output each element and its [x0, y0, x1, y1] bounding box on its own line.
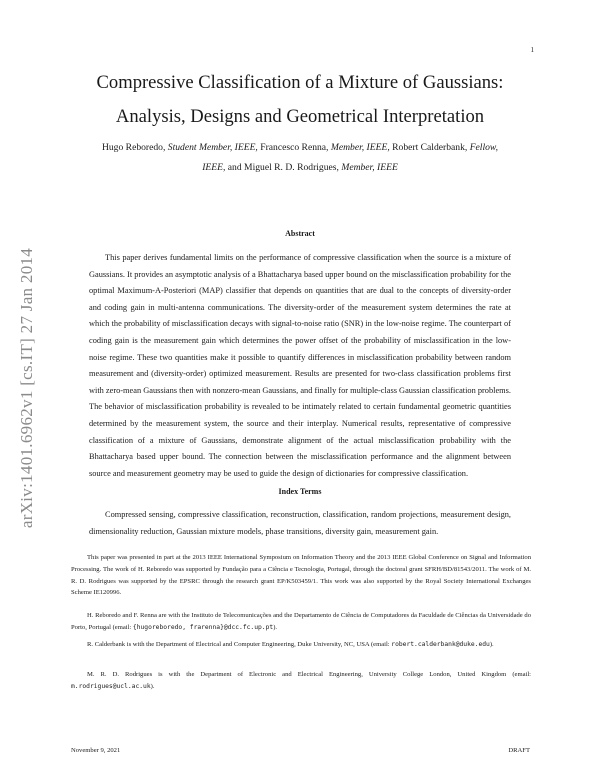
- footnote-text: ).: [273, 623, 278, 631]
- index-terms-heading: Index Terms: [278, 487, 322, 496]
- paper-title: [70, 66, 530, 134]
- abstract-body: This paper derives fundamental limits on the performance of compressive classification when the source is a mixture of Gaussians. It provides an asymptotic analysis of a Bhattacharya based upper bound on the misclassification probability for the optimal Maximum-A-Posteriori (MAP) classifier that depends on quantities that are dual to the concepts of diversity-order and coding gain in multi-antenna communications. The diversity-order of the measurement system determines the rate at which the probability of misclassification decays with signal-to-noise ratio (SNR) in the low-noise regime. The counterpart of coding gain is the measurement gain which determines the power offset of the probability of misclassification in the low-noise regime. These two quantities make it possible to quantify differences in misclassification probability between random measurement and (diversity-order) optimized measurement. Results are presented for two-class classification problems first with zero-mean Gaussians then with nonzero-mean Gaussians, and finally for multiple-class Gaussian classification problems. The behavior of misclassification probability is revealed to be intimately related to certain fundamental geometric quantities determined by the measurement system, the source and their interplay. Numerical results, representative of compressive classification of a mixture of Gaussians, demonstrate alignment of the actual misclassification probability with the Bhattacharya based upper bound. The connection between the misclassification performance and the alignment between source and measurement geometry may be used to guide the design of dictionaries for compressive classification.: [89, 253, 511, 478]
- footnote-funding: This paper was presented in part at the 2013 IEEE International Symposium on Information Theory and the 2013 IEEE Global Conference on Signal and Information Processing. The work of H. Reboredo was supported by Fundação para a Ciência e Tecnologia, Portugal, through the doctoral grant SFRH/BD/81543/2011. The work of M. R. D. Rodrigues was supported by the EPSRC through the research grant EP/K503459/1. This work was also supported by the Royal Society International Exchanges Scheme IE120996.: [71, 554, 531, 597]
- index-terms-body: Compressed sensing, compressive classification, reconstruction, classification, random projections, measurement design, dimensionality reduction, Gaussian mixture models, phase transitions, diversity gain, measurement gain.: [89, 510, 511, 536]
- footnote-text: M. R. D. Rodrigues is with the Department of Electronic and Electrical Engineering, University College London, United Kingdom (email:: [87, 671, 531, 678]
- page-number: 1: [530, 46, 534, 54]
- author-list: [100, 138, 500, 178]
- author-name: Francesco Renna,: [260, 142, 329, 153]
- email-link[interactable]: robert.calderbank@duke.edu: [391, 641, 490, 648]
- footnote-text: ).: [489, 641, 494, 648]
- footnote-text: ).: [150, 682, 155, 690]
- title-line-1: Compressive Classification of a Mixture of Gaussians:: [96, 72, 504, 93]
- author-name: Hugo Reboredo,: [101, 142, 166, 153]
- footnote-affiliation-duke: [71, 639, 531, 651]
- author-name: Robert Calderbank,: [392, 142, 468, 153]
- author-name: Miguel R. D. Rodrigues,: [244, 162, 339, 173]
- abstract-heading: Abstract: [285, 229, 315, 238]
- email-link[interactable]: {hugoreboredo, frarenna}@dcc.fc.up.pt: [132, 623, 274, 631]
- footnote-affiliation-porto: [71, 610, 531, 634]
- footnote-affiliation-ucl: [71, 669, 531, 693]
- footer-date: November 9, 2021: [71, 747, 121, 754]
- author-conjunction: and: [227, 162, 242, 173]
- author-membership: Member, IEEE,: [330, 142, 390, 153]
- email-link[interactable]: m.rodrigues@ucl.ac.uk: [71, 682, 151, 690]
- author-membership: Member, IEEE: [341, 162, 398, 173]
- footnote-text: H. Reboredo and F. Renna are with the Instituto de Telecomunicações and the Departamento de Ciência de Computadores da Faculdade de Ciências da Universidade do Porto, Portugal (email:: [71, 612, 531, 631]
- title-line-2: Analysis, Designs and Geometrical Interpretation: [115, 106, 485, 127]
- author-membership: Fellow, IEEE,: [202, 142, 499, 173]
- author-membership: Student Member, IEEE,: [167, 142, 258, 153]
- footnote-text: R. Calderbank is with the Department of Electrical and Computer Engineering, Duke University, NC, USA (email:: [87, 641, 392, 648]
- footer-draft-label: DRAFT: [508, 747, 530, 754]
- arxiv-identifier[interactable]: arXiv:1401.6962v1 [cs.IT] 27 Jan 2014: [17, 247, 36, 529]
